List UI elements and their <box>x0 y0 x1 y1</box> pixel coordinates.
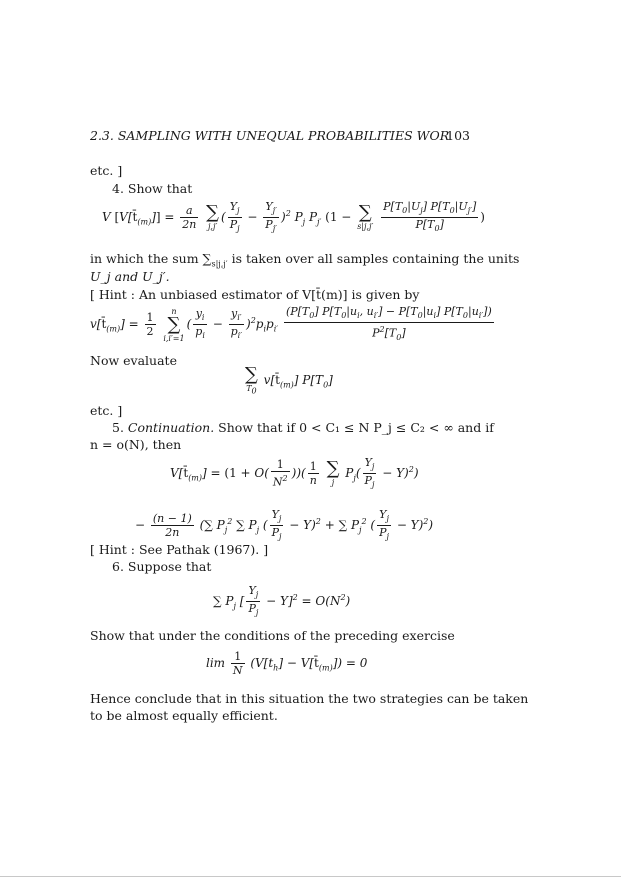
running-header <box>90 128 470 143</box>
equation-1-visual: V $[V[t̄_{(m)}]]$ = $\frac{a}{2n}$ ∑ j,j′ ( $\frac{Y_j}{P_j}$ − $\frac{Y_{j'}}{P_{j'}}$ )$^2$ $P_j$ $P_{j'}$ (1 − ∑ s|j,j′ $\frac{P[T_0|U_j] P[T_0|U_{j'}]}{P[T_0]}$ ) <box>102 200 485 234</box>
units-line: U_j and U_j′. <box>90 269 170 284</box>
header-title: 2.3. SAMPLING WITH UNEQUAL PROBABILITIES WOR <box>90 128 450 143</box>
equation-5 <box>135 508 433 543</box>
now-evaluate: Now evaluate <box>90 353 177 368</box>
etc-line-1: etc. ] <box>90 163 123 178</box>
exercise-6-heading: 6. Suppose that <box>112 559 212 574</box>
etc-line-2: etc. ] <box>90 403 123 418</box>
equation-1 <box>102 200 485 235</box>
exercise-5-line-2: n = o(N), then <box>90 437 182 452</box>
hint-1: [ Hint : An unbiased estimator of V[t̄(m)] is given by <box>90 287 420 302</box>
exercise-5-heading: 5. Continuation. Show that if 0 < C₁ ≤ N P_j ≤ C₂ < ∞ and if <box>112 420 494 435</box>
exercise-4-heading: 4. Show that <box>112 181 193 196</box>
conclusion-line-1: Hence conclude that in this situation the two strategies can be taken <box>90 691 529 706</box>
show-that-line: Show that under the conditions of the preceding exercise <box>90 628 455 643</box>
equation-7 <box>206 650 367 677</box>
equation-5-visual: − $\frac{(n - 1)}{2n}$ (∑ $P_j^2$ ∑ $P_j$ ( $\frac{Y_j}{P_j}$ − Y)$^2$ + ∑ $P_j^2$ ( $\frac{Y_j}{P_j}$ − Y)$^2$) <box>135 508 434 542</box>
equation-2-visual: $v[t̄_{(m)}]$ = $\frac{1}{2}$ n ∑ i,i′=1 ( $\frac{y_i}{p_i}$ − $\frac{y_{i'}}{p_{i'}}$ )$^2p_ip_{i'}$ $\frac{(P[T_0] P[T_0|u_i, u_{i'}] - P[T_0|u_i] P[T_0|u_{i'}])}{P^2[T_0]}$ <box>90 305 492 343</box>
equation-3 <box>243 366 333 396</box>
page-number: 103 <box>446 128 470 143</box>
equation-7-visual: lim $\frac{1}{N}$ ($V[t_h]$ − $V[t̄_{(m)}]) = 0$ <box>206 650 368 677</box>
equation-2 <box>90 305 496 344</box>
hint-2: [ Hint : See Pathak (1967). ] <box>90 542 269 557</box>
in-which-line: in which the sum $\sum_{s|j,j'}$ is taken over all samples containing the units <box>90 251 520 269</box>
equation-3-visual: ∑ $T_0$ $v[t̄_{(m)}]$ $P[T_0]$ <box>245 364 333 396</box>
equation-4 <box>170 456 419 491</box>
page-bottom-rule <box>0 876 621 877</box>
equation-4-visual: $V[t̄_{(m)}] = (1 + O$( $\frac{1}{N^2}$ ))( $\frac{1}{n}$ ∑ j $P_j$( $\frac{Y_j}{P_j}$ − Y)$^2$) <box>170 456 419 490</box>
equation-6-visual: ∑ $P_j$ [ $\frac{Y_j}{P_j}$ − $Y]^2 = O(N^2)$ <box>213 584 351 618</box>
conclusion-line-2: to be almost equally efficient. <box>90 708 278 723</box>
equation-6 <box>213 584 350 619</box>
